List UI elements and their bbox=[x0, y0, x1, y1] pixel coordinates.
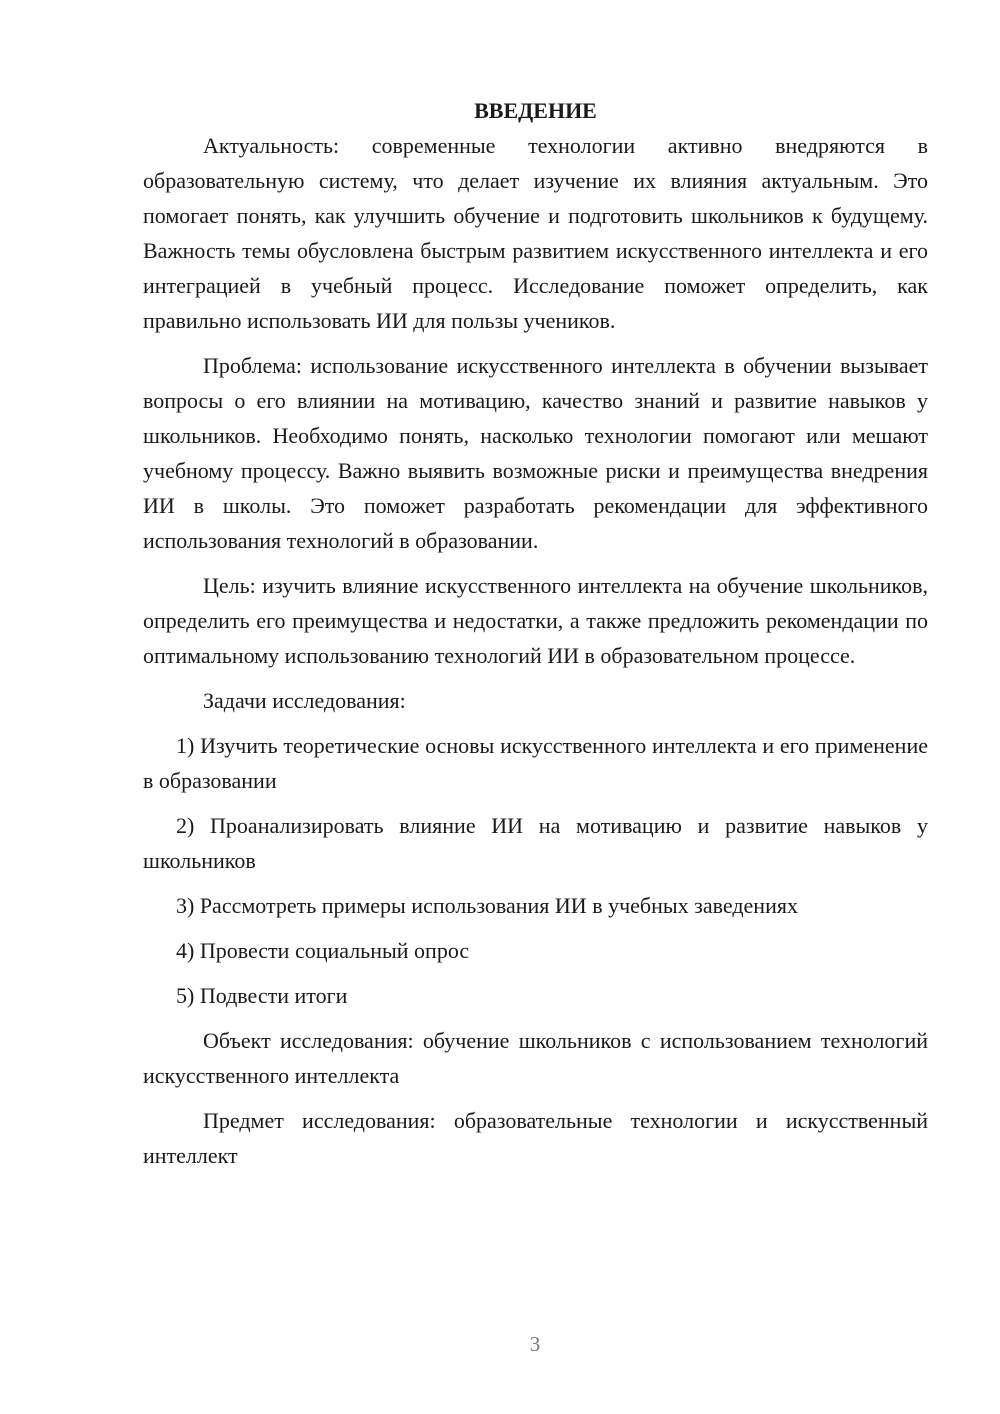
task-item-4: 4) Провести социальный опрос bbox=[176, 938, 470, 963]
document-body bbox=[143, 93, 928, 1173]
task-item-1: 1) Изучить теоретические основы искусственного интеллекта и его применение в образовании bbox=[143, 733, 928, 793]
task-item-3: 3) Рассмотреть примеры использования ИИ в учебных заведениях bbox=[176, 893, 798, 918]
problem-paragraph: Проблема: использование искусственного интеллекта в обучении вызывает вопросы о его влиянии на мотивацию, качество знаний и развитие навыков у школьников. Необходимо понять, насколько технологии помогают или мешают учебному процессу. Важно выявить возможные риски и преимущества внедрения ИИ в школы. Это поможет разработать рекомендации для эффективного использования технологий в образовании. bbox=[143, 353, 928, 553]
page-number: 3 bbox=[529, 1332, 541, 1356]
tasks-heading: Задачи исследования: bbox=[203, 688, 406, 713]
relevance-paragraph: Актуальность: современные технологии активно внедряются в образовательную систему, что делает изучение их влияния актуальным. Это помогает понять, как улучшить обучение и подготовить школьников к будущему. Важность темы обусловлена быстрым развитием искусственного интеллекта и его интеграцией в учебный процесс. Исследование поможет определить, как правильно использовать ИИ для пользы учеников. bbox=[143, 133, 928, 333]
goal-paragraph: Цель: изучить влияние искусственного интеллекта на обучение школьников, определить его преимущества и недостатки, а также предложить рекомендации по оптимальному использованию технологий ИИ в образовательном процессе. bbox=[143, 573, 928, 668]
task-item-5: 5) Подвести итоги bbox=[176, 983, 348, 1008]
task-item-2: 2) Проанализировать влияние ИИ на мотивацию и развитие навыков у школьников bbox=[143, 813, 928, 873]
object-paragraph: Объект исследования: обучение школьников с использованием технологий искусственного интеллекта bbox=[143, 1028, 928, 1088]
subject-paragraph: Предмет исследования: образовательные технологии и искусственный интеллект bbox=[143, 1108, 928, 1168]
section-title: ВВЕДЕНИЕ bbox=[474, 98, 597, 123]
